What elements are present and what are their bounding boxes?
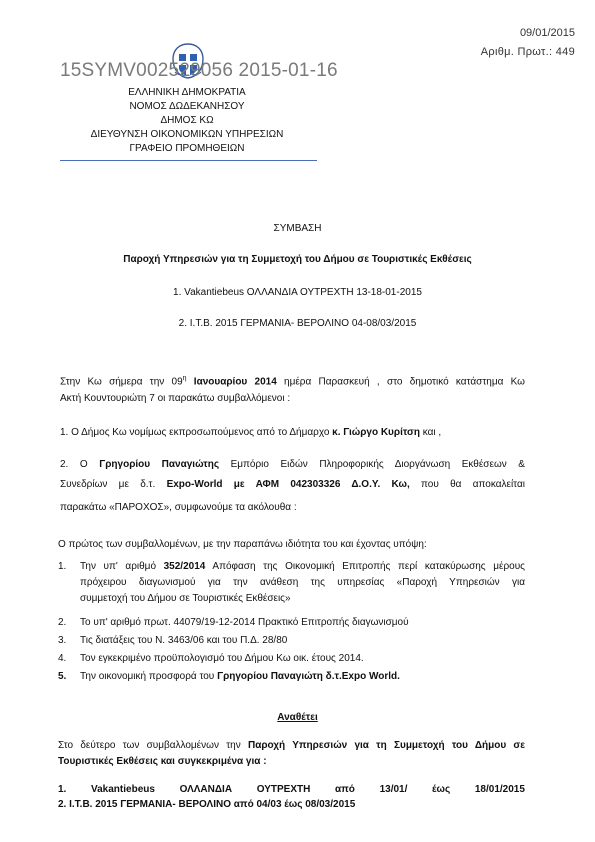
final-item-2: 2. I.T.B. 2015 ΓΕΡΜΑΝΙΑ- ΒΕΡΟΛΙΝΟ από 04/03 έως 08/03/2015: [58, 799, 356, 810]
protocol-number: Αριθμ. Πρωτ.: 449: [480, 46, 575, 58]
header-divider: [60, 160, 317, 161]
intro-line-1: Στην Κω σήμερα την $09^\eta$ Ιανουαρίου 2014 ημέρα Παρασκευή , στο δημοτικό κατάστημα Κω: [60, 375, 525, 388]
document-title: ΣΥΜΒΑΣΗ: [273, 223, 322, 234]
document-date: 09/01/2015: [519, 27, 575, 39]
header-directorate: ΔΙΕΥΘΥΝΣΗ ΟΙΚΟΝΟΜΙΚΩΝ ΥΠΗΡΕΣΙΩΝ: [90, 129, 284, 140]
party-2-line-2: Συνεδρίων με δ.τ. Expo-World με ΑΦΜ 042303326 Δ.Ο.Υ. Κω, που θα αποκαλείται: [60, 479, 525, 490]
list-item: 2. Το υπ' αριθμό πρωτ. 44079/19-12-2014 Πρακτικό Επιτροπής διαγωνισμού: [58, 617, 409, 628]
final-item-1: 1. Vakantiebeus ΟΛΛΑΝΔΙΑ ΟΥΤΡΕΧΤΗ από 13/01/ έως 18/01/2015: [58, 784, 525, 795]
list-item: 4. Τον εγκεκριμένο προϋπολογισμό του Δήμου Κω οικ. έτους 2014.: [58, 653, 364, 664]
registry-stamp: 15SYMV002529056 2015-01-16: [60, 60, 338, 81]
second-party-line-1: Στο δεύτερο των συμβαλλομένων την Παροχή Υπηρεσιών για τη Συμμετοχή του Δήμου σε: [58, 740, 526, 751]
header-block: [60, 86, 314, 156]
party-2-line-1: 2. Ο Γρηγορίου Παναγιώτης Εμπόριο Ειδών Πληροφορικής Διοργάνωση Εκθέσεων &: [60, 459, 525, 470]
first-party-statement: Ο πρώτος των συμβαλλομένων, με την παραπάνω ιδιότητα του και έχοντας υπόψη:: [58, 539, 427, 550]
header-country: ΕΛΛΗΝΙΚΗ ΔΗΜΟΚΡΑΤΙΑ: [128, 87, 246, 98]
event-2: 2. I.T.B. 2015 ΓΕΡΜΑΝΙΑ- ΒΕΡΟΛΙΝΟ 04-08/03/2015: [178, 318, 417, 329]
list-item: 1. Την υπ' αριθμό 352/2014 Απόφαση της Οικονομική Επιτροπής περί κατακύρωσης μέρους πρόχειρου διαγωνισμού για την ανάθεση της υπηρεσίας «Παροχή Υπηρεσιών για συμμετοχή του Δήμου σε Τουριστικές Εκθέσεις»: [58, 561, 525, 604]
list-item: 5. Την οικονομική προσφορά του Γρηγορίου Παναγιώτη δ.τ.Expo World.: [58, 671, 400, 682]
list-item: 3. Τις διατάξεις του Ν. 3463/06 και του Π.Δ. 28/80: [58, 635, 288, 646]
party-2-line-3: παρακάτω «ΠΑΡΟΧΟΣ», συμφωνούμε τα ακόλουθα :: [60, 502, 297, 513]
event-1: 1. Vakantiebeus ΟΛΛΑΝΔΙΑ ΟΥΤΡΕΧΤΗ 13-18-01-2015: [173, 287, 422, 298]
assigns-heading: Αναθέτει: [277, 712, 318, 723]
header-office: ΓΡΑΦΕΙΟ ΠΡΟΜΗΘΕΙΩΝ: [129, 143, 245, 154]
contract-subject: Παροχή Υπηρεσιών για τη Συμμετοχή του Δήμου σε Τουριστικές Εκθέσεις: [123, 254, 472, 265]
party-1: 1. Ο Δήμος Κω νομίμως εκπροσωπούμενος από το Δήμαρχο κ. Γιώργο Κυρίτση και ,: [60, 427, 442, 438]
second-party-line-2: Τουριστικές Εκθέσεις και συγκεκριμένα για :: [58, 756, 267, 767]
intro-line-2: Ακτή Κουντουριώτη 7 οι παρακάτω συμβαλλόμενοι :: [60, 393, 291, 404]
header-municipality: ΔΗΜΟΣ ΚΩ: [160, 115, 214, 126]
header-prefecture: ΝΟΜΟΣ ΔΩΔΕΚΑΝΗΣΟΥ: [129, 101, 245, 112]
